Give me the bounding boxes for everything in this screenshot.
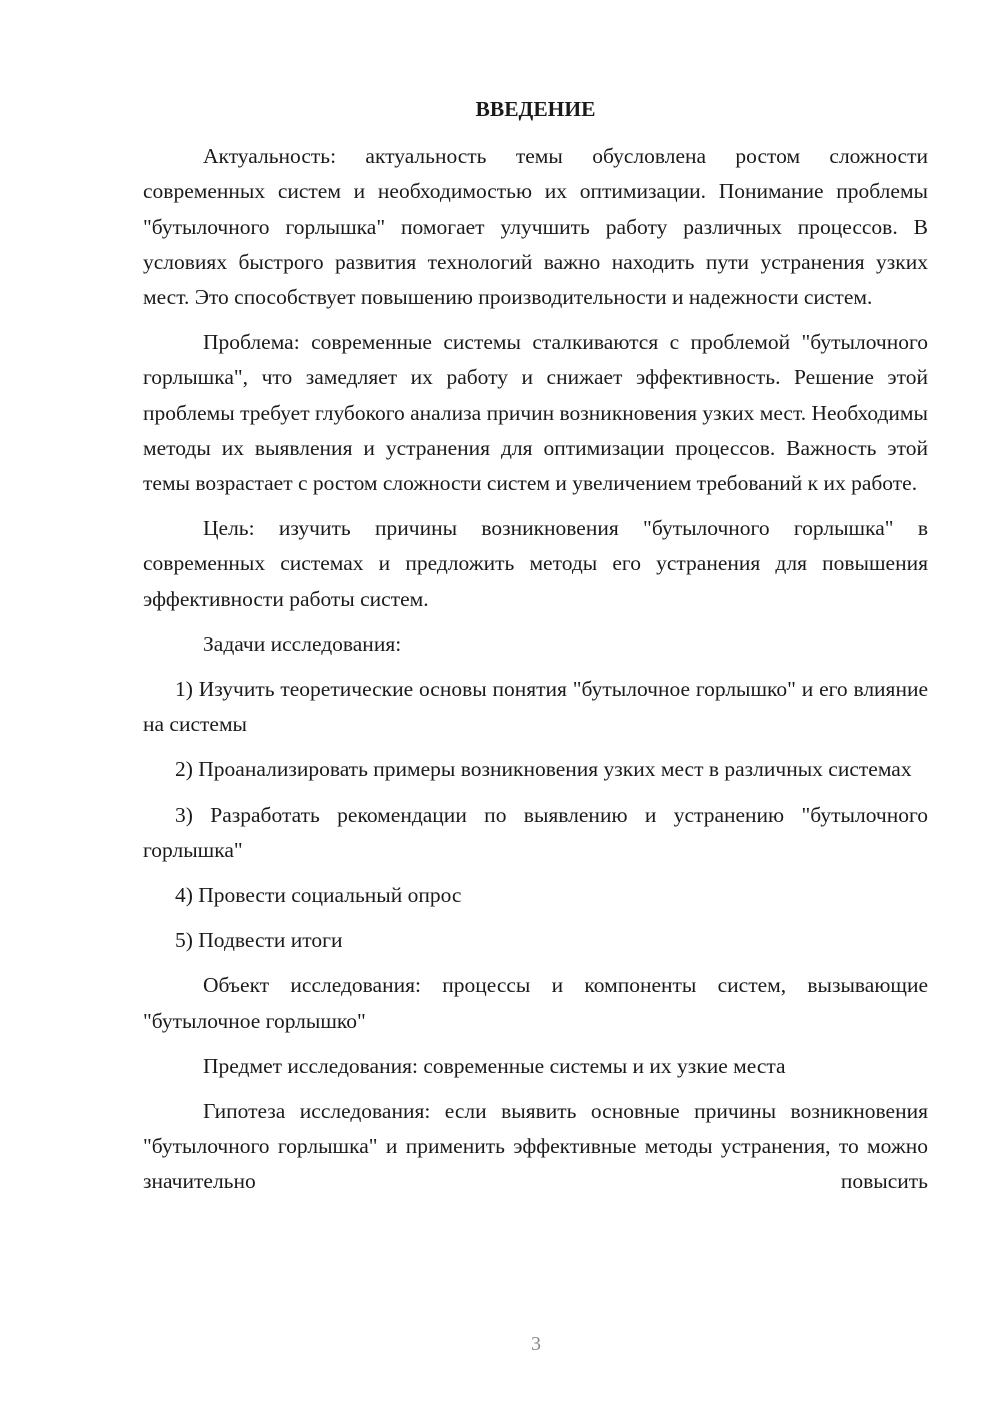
paragraph-relevance: Актуальность: актуальность темы обусловлена ростом сложности современных систем и необходимостью их оптимизации. Понимание проблемы "бутылочного горлышка" помогает улучшить работу различных процессов. В условиях быстрого развития технологий важно находить пути устранения узких мест. Это способствует повышению производительности и надежности систем.	[143, 144, 928, 310]
paragraph-goal: Цель: изучить причины возникновения "бутылочного горлышка" в современных системах и предложить методы его устранения для повышения эффективности работы систем.	[143, 516, 928, 611]
section-title: ВВЕДЕНИЕ	[475, 97, 596, 121]
document-page	[143, 92, 928, 1200]
tasks-heading: Задачи исследования:	[203, 631, 402, 656]
page-number: 3	[531, 1333, 541, 1355]
task-item-5: 5) Подвести итоги	[175, 928, 343, 953]
task-item-4: 4) Провести социальный опрос	[175, 883, 462, 908]
paragraph-problem: Проблема: современные системы сталкиваются с проблемой "бутылочного горлышка", что замедляет их работу и снижает эффективность. Решение этой проблемы требует глубокого анализа причин возникновения узких мест. Необходимы методы их выявления и устранения для оптимизации процессов. Важность этой темы возрастает с ростом сложности систем и увеличением требований к их работе.	[143, 330, 928, 496]
task-item-1: 1) Изучить теоретические основы понятия "бутылочное горлышко" и его влияние на системы	[143, 677, 928, 737]
task-item-3: 3) Разработать рекомендации по выявлению и устранению "бутылочного горлышка"	[143, 802, 928, 862]
paragraph-hypothesis: Гипотеза исследования: если выявить основные причины возникновения "бутылочного горлышка" и применить эффективные методы устранения, то можно значительно повысить	[143, 1099, 928, 1194]
task-item-2: 2) Проанализировать примеры возникновения узких мест в различных системах	[175, 757, 912, 782]
paragraph-object: Объект исследования: процессы и компоненты систем, вызывающие "бутылочное горлышко"	[143, 973, 928, 1033]
paragraph-subject: Предмет исследования: современные системы и их узкие места	[203, 1053, 786, 1078]
